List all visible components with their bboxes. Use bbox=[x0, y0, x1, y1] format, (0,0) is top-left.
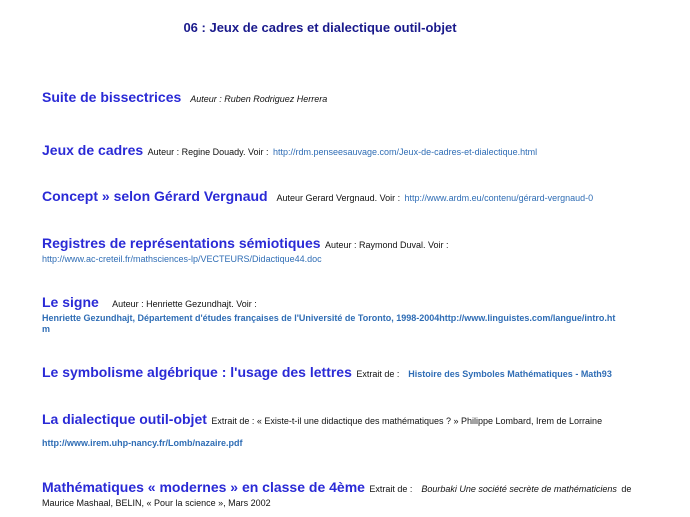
entry-heading: Mathématiques « modernes » en classe de 4ème bbox=[42, 479, 365, 495]
entry-source-tail: de bbox=[621, 484, 632, 494]
entry-le-signe bbox=[42, 293, 642, 336]
entry-heading: Le signe bbox=[42, 294, 99, 310]
entry-link[interactable]: http://www.ac-creteil.fr/mathsciences-lp/VECTEURS/Didactique44.doc bbox=[42, 254, 322, 264]
entry-mathematiques-modernes bbox=[42, 478, 642, 509]
entry-author: Auteur : Henriette Gezundhajt. Voir : bbox=[112, 299, 257, 309]
entry-dialectique-outil-objet bbox=[42, 410, 642, 449]
entry-source: Extrait de : bbox=[356, 369, 400, 379]
entry-source-title: Bourbaki Une société secrète de mathématiciens bbox=[421, 484, 617, 494]
page-title: 06 : Jeux de cadres et dialectique outil-objet bbox=[183, 20, 457, 35]
entry-source: Extrait de : bbox=[369, 484, 413, 494]
entry-link[interactable]: Histoire des Symboles Mathématiques - Math93 bbox=[408, 369, 612, 379]
entry-registres-semiotiques bbox=[42, 234, 642, 265]
entry-link[interactable]: http://www.ardm.eu/contenu/gérard-vergnaud-0 bbox=[404, 193, 594, 203]
entry-source-line2: Maurice Mashaal, BELIN, « Pour la science », Mars 2002 bbox=[42, 498, 271, 508]
entry-concept-vergnaud bbox=[42, 187, 642, 207]
entry-jeux-de-cadres bbox=[42, 141, 642, 161]
entry-heading: Concept » selon Gérard Vergnaud bbox=[42, 188, 268, 204]
entry-author: Auteur Gerard Vergnaud. Voir : bbox=[276, 193, 401, 203]
entry-author: Auteur : Raymond Duval. Voir : bbox=[325, 240, 449, 250]
entry-link[interactable]: http://www.irem.uhp-nancy.fr/Lomb/nazaire.pdf bbox=[42, 438, 243, 448]
entry-symbolisme-algebrique bbox=[42, 363, 642, 383]
entry-author: Auteur : Regine Douady. Voir : bbox=[147, 147, 269, 157]
entry-source: Extrait de : « Existe-t-il une didactique des mathématiques ? » Philippe Lombard, Irem de Lorraine bbox=[211, 416, 603, 426]
entry-suite-de-bissectrices bbox=[42, 88, 642, 108]
entry-heading: Le symbolisme algébrique : l'usage des lettres bbox=[42, 364, 352, 380]
entry-link[interactable]: http://rdm.penseesauvage.com/Jeux-de-cadres-et-dialectique.html bbox=[272, 147, 538, 157]
entry-heading: La dialectique outil-objet bbox=[42, 411, 207, 427]
entry-link[interactable]: Henriette Gezundhajt, Département d'études françaises de l'Université de Toronto, 1998-2004http://www.linguistes.com/langue/intro.ht bbox=[42, 313, 616, 323]
entry-heading: Suite de bissectrices bbox=[42, 89, 182, 105]
entry-heading: Registres de représentations sémiotiques bbox=[42, 235, 321, 251]
entry-author: Auteur : Ruben Rodriguez Herrera bbox=[190, 94, 328, 104]
entry-link-continuation[interactable]: m bbox=[42, 324, 51, 335]
entry-heading: Jeux de cadres bbox=[42, 142, 144, 158]
